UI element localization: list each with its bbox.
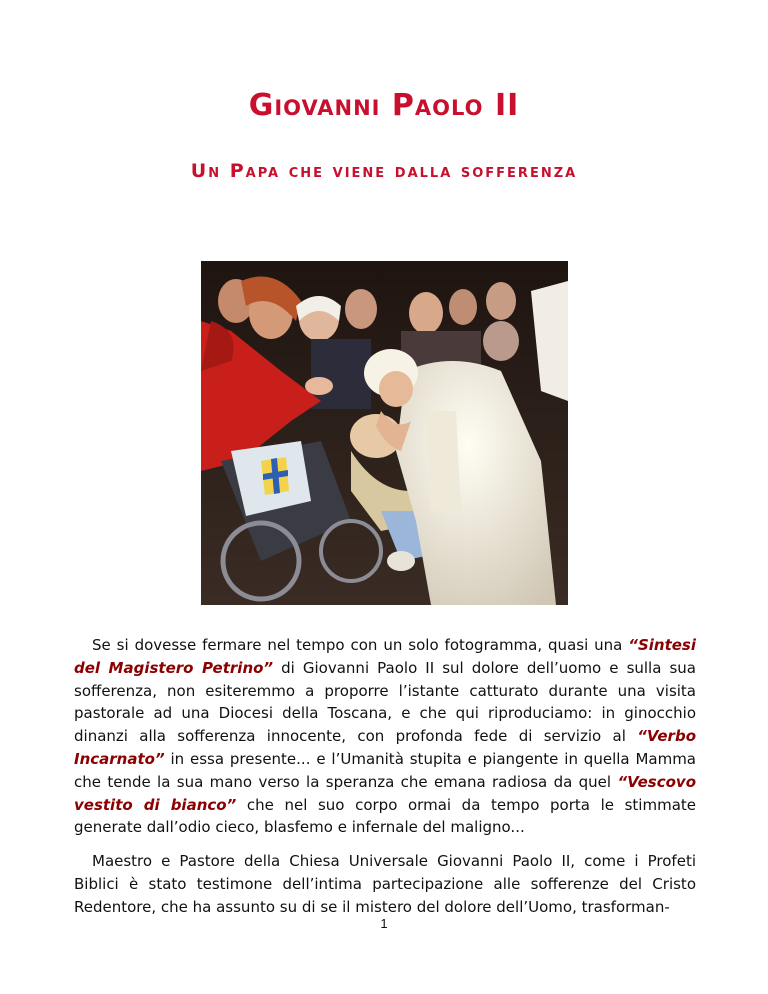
pope-photograph — [201, 261, 568, 605]
quote-verbo: “Verbo Incarnato” — [74, 727, 696, 768]
page-subtitle: Un Papa che viene dalla sofferenza — [190, 160, 578, 182]
paragraph-1-text-b: di Giovanni Paolo II sul dolore dell’uomo e sulla sua sofferenza, non esiteremmo a proporre l’istante catturato durante una visita pastorale ad una Diocesi della Toscana, e che qui riproduciamo: in ginocchio dinanzi alla sofferenza innocente, con profonda fede di servizio al — [74, 658, 696, 746]
quote-vescovo: “Vescovo vestito di bianco” — [74, 772, 696, 814]
paragraph-2: Maestro e Pastore della Chiesa Universale Giovanni Paolo II, come i Profeti Biblici è stato testimone dell’intima partecipazione alle sofferenze del Cristo Redentore, che ha assunto su di se il mistero del dolore dell’Uomo, trasforman- — [74, 852, 696, 916]
page-title: Giovanni Paolo II — [248, 88, 520, 123]
quote-sintesi: “Sintesi del Magistero Petrino” — [74, 636, 696, 677]
paragraph-1-text-d: che nel suo corpo ormai da tempo porta le stimmate generate dall’odio cieco, blasfemo e infernale del maligno... — [74, 795, 697, 837]
page-number: 1 — [380, 916, 388, 931]
photograph-pope-kneeling-icon — [201, 261, 568, 605]
paragraph-1-text-a: Se si dovesse fermare nel tempo con un solo fotogramma, quasi una — [92, 636, 629, 654]
paragraph-1-text-c: in essa presente... e l’Umanità stupita e piangente in quella Mamma che tende la sua mano verso la speranza che emana radiosa da quel — [74, 749, 696, 791]
paragraph-1 — [74, 634, 696, 839]
